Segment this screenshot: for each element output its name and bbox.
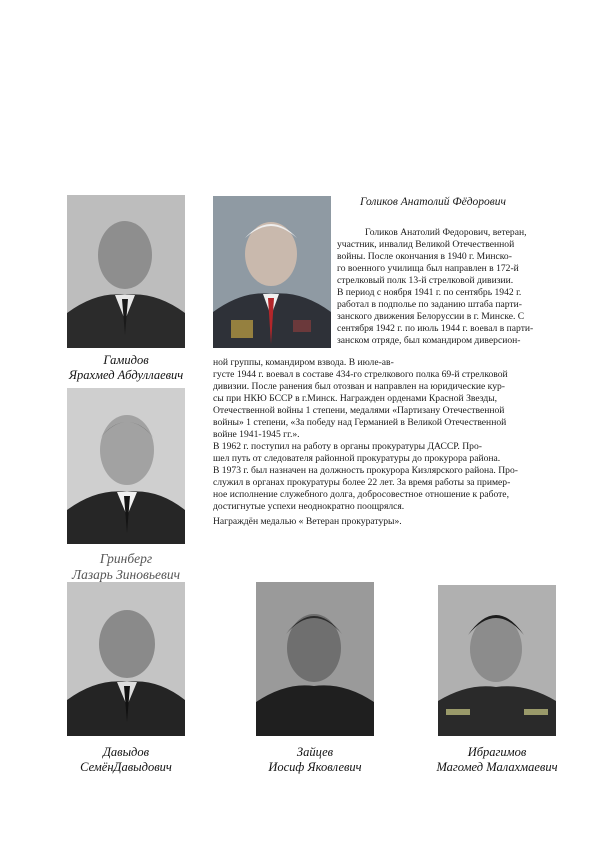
bio-line: Голиков Анатолий Федорович, ветеран,	[365, 227, 527, 238]
bio-title: Голиков Анатолий Фёдорович	[360, 196, 507, 208]
bio-line: густе 1944 г. воевал в составе 434-го стрелкового полка 69-й стрелковой	[213, 369, 508, 380]
caption-grinberg	[55, 551, 197, 583]
bio-line: занского движения Белоруссии в г. Минске. С	[337, 311, 525, 322]
portrait-davydov	[67, 582, 185, 736]
bio-line: В 1973 г. был назначен на должность прокурора Кизлярского района. Про-	[213, 465, 518, 476]
portrait-zaitsev	[256, 582, 374, 736]
caption-gamidov-surname: Гамидов	[103, 353, 149, 367]
caption-zaitsev-surname: Зайцев	[296, 745, 334, 759]
caption-davydov-surname: Давыдов	[102, 745, 150, 759]
caption-davydov	[55, 745, 197, 775]
caption-grinberg-surname: Гринберг	[99, 551, 153, 566]
bio-line: ное исполнение служебного долга, добросовестное отношение к работе,	[213, 489, 509, 500]
bio-line: войны. После окончания в 1940 г. Минско-	[337, 251, 512, 262]
bio-line: войны» 1 степени, «За победу над Германией в Великой Отечественной	[213, 417, 507, 428]
caption-ibragimov-name: Магомед Малахмаевич	[436, 760, 558, 774]
portrait-grinberg	[67, 388, 185, 544]
bio-line: стрелковый полк 13-й стрелковой дивизии.	[337, 275, 514, 286]
bio-line: сы при НКЮ БССР в г.Минск. Награжден орденами Красной Звезды,	[213, 393, 498, 404]
bio-line: сентября 1942 г. по июль 1944 г. воевал в парти-	[337, 323, 534, 334]
portrait-golikov	[213, 196, 331, 348]
caption-ibragimov	[416, 745, 578, 775]
caption-gamidov	[55, 353, 197, 383]
caption-zaitsev-name: Иосиф Яковлевич	[268, 760, 362, 774]
bio-line: работал в подполье по заданию штаба парти-	[337, 299, 522, 310]
caption-davydov-name: СемёнДавыдович	[80, 760, 172, 774]
bio-line: служил в органах прокуратуры более 22 лет. За время работы за пример-	[213, 477, 511, 488]
caption-zaitsev	[244, 745, 386, 775]
portrait-ibragimov	[438, 585, 556, 736]
bio-line: Награждён медалью « Ветеран прокуратуры».	[213, 516, 402, 527]
caption-ibragimov-surname: Ибрагимов	[467, 745, 527, 759]
bio-line: В 1962 г. поступил на работу в органы прокуратуры ДАССР. Про-	[213, 441, 482, 452]
bio-line: ной группы, командиром взвода. В июле-ав-	[213, 357, 394, 368]
bio-line: В период с ноября 1941 г. по сентябрь 1942 г.	[337, 287, 522, 298]
portrait-gamidov	[67, 195, 185, 348]
bio-line: Отечественной войны 1 степени, медалями «Партизану Отечественной	[213, 405, 505, 416]
bio-line: войне 1941-1945 гг.».	[213, 429, 300, 440]
bio-line: достигнутые успехи неоднократно поощрялся.	[213, 501, 405, 512]
bio-line: занском отряде, был командиром диверсион-	[337, 335, 521, 346]
bio-line: го военного училища был направлен в 172-й	[337, 263, 519, 274]
bio-line: шел путь от следователя районной прокуратуры до прокурора района.	[213, 453, 501, 464]
caption-gamidov-name: Ярахмед Абдуллаевич	[68, 368, 184, 382]
bio-line: дивизии. После ранения был отозван и направлен на юридические кур-	[213, 381, 505, 392]
bio-line: участник, инвалид Великой Отечественной	[337, 239, 515, 250]
caption-grinberg-name: Лазарь Зиновьевич	[71, 567, 181, 582]
